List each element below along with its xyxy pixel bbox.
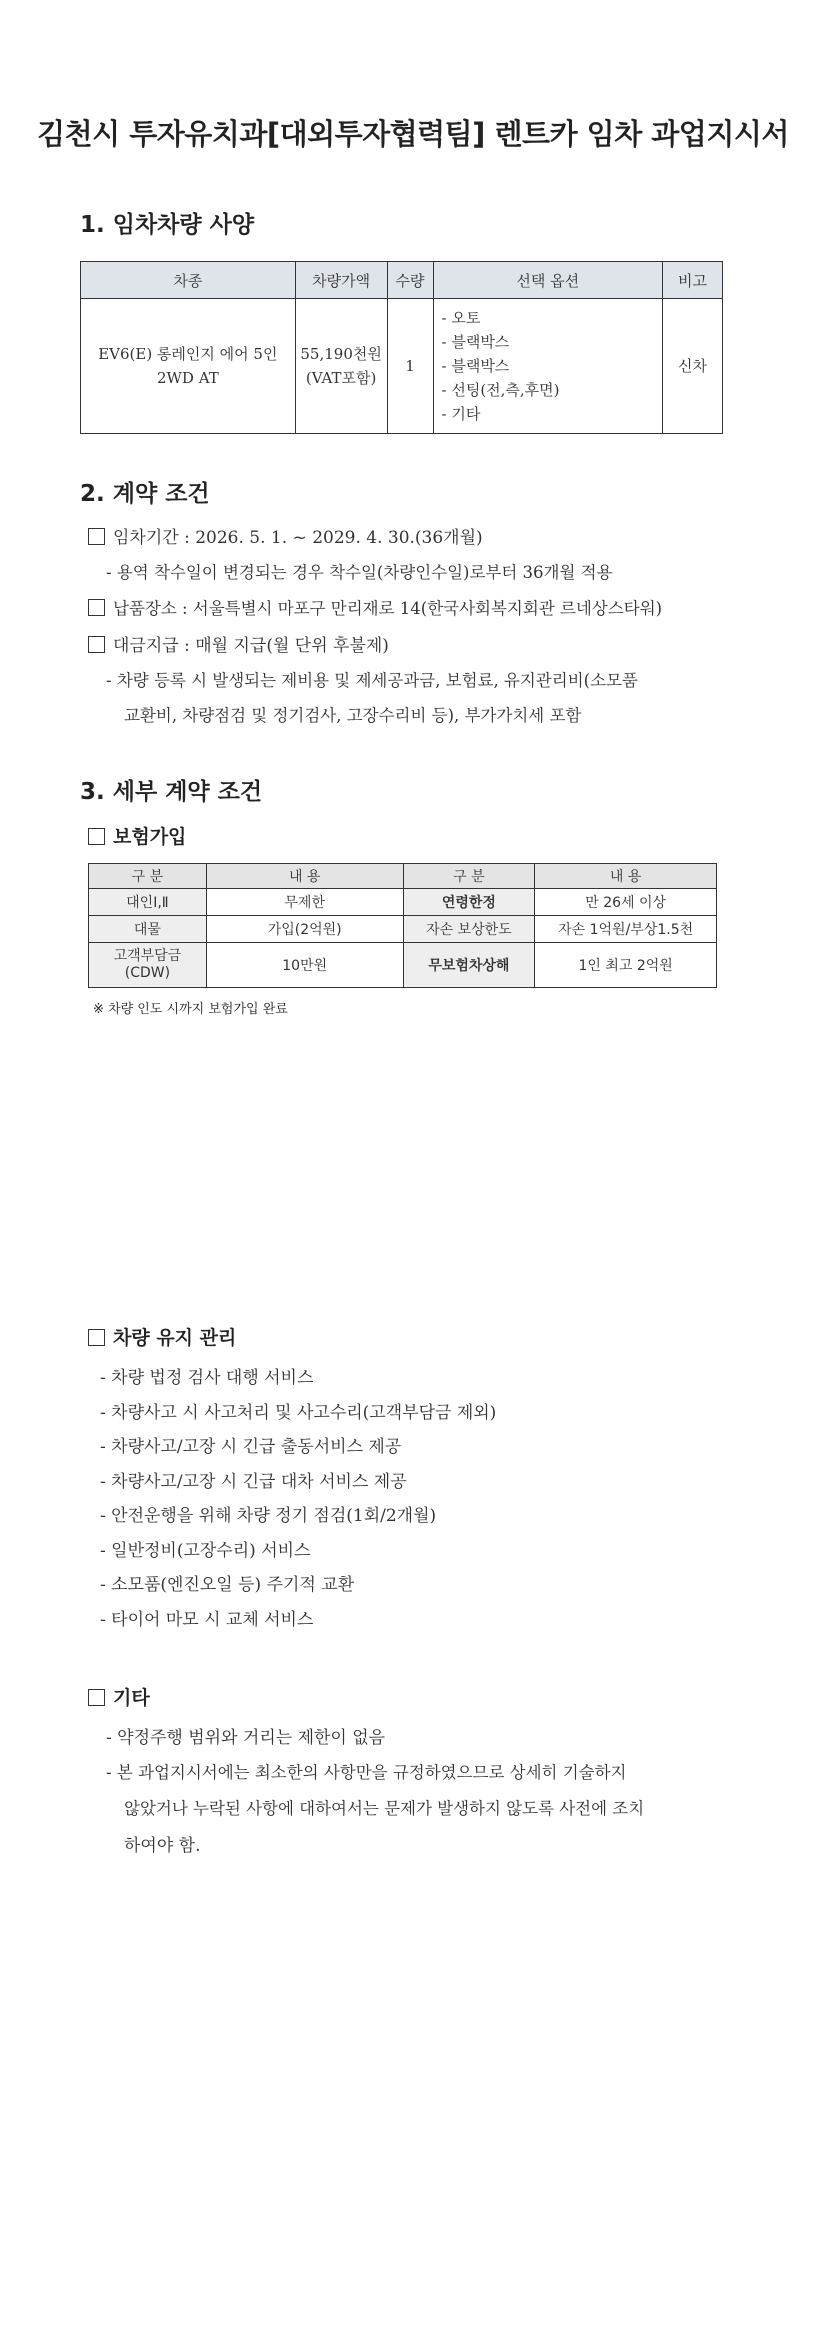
payment-note-line2: 교환비, 차량점검 및 정기검사, 고장수리비 등), 부가가치세 포함 bbox=[124, 706, 582, 725]
insurance-header-content: 내 용 bbox=[206, 864, 403, 889]
etc-heading: 기타 bbox=[88, 1683, 150, 1710]
spec-remark: 신차 bbox=[663, 299, 723, 434]
spec-header-price: 차량가액 bbox=[295, 262, 387, 299]
vehicle-spec-table bbox=[80, 261, 723, 434]
table-row bbox=[89, 916, 717, 943]
spec-price: 55,190천원 (VAT포함) bbox=[295, 299, 387, 434]
insurance-cell: 가입(2억원) bbox=[206, 916, 403, 943]
list-item: - 차량사고/고장 시 긴급 출동서비스 제공 bbox=[100, 1437, 402, 1457]
insurance-header-row bbox=[89, 864, 717, 889]
list-item: - 차량 법정 검사 대행 서비스 bbox=[100, 1368, 314, 1388]
list-item: - 안전운행을 위해 차량 정기 점검(1회/2개월) bbox=[100, 1506, 437, 1526]
lease-period: 임차기간 : 2026. 5. 1. ~ 2029. 4. 30.(36개월) bbox=[88, 523, 483, 548]
insurance-cell: 무보험차상해 bbox=[403, 943, 535, 988]
document-title: 김천시 투자유치과[대외투자협력팀] 렌트카 임차 과업지시서 bbox=[37, 117, 789, 151]
table-row bbox=[89, 943, 717, 988]
insurance-header-category: 구 분 bbox=[89, 864, 207, 889]
insurance-cell: 대인Ⅰ,Ⅱ bbox=[89, 889, 207, 916]
table-row bbox=[89, 889, 717, 916]
lease-period-note: - 용역 착수일이 변경되는 경우 착수일(차량인수일)로부터 36개월 적용 bbox=[106, 563, 613, 582]
checkbox-icon bbox=[88, 636, 105, 653]
list-item: - 타이어 마모 시 교체 서비스 bbox=[100, 1610, 314, 1630]
insurance-cell: 대물 bbox=[89, 916, 207, 943]
insurance-cell: 무제한 bbox=[206, 889, 403, 916]
list-item: - 본 과업지시서에는 최소한의 사항만을 규정하였으므로 상세히 기술하지 bbox=[106, 1763, 627, 1782]
checkbox-icon bbox=[88, 1689, 105, 1706]
checkbox-icon bbox=[88, 528, 105, 545]
spec-model: EV6(E) 롱레인지 에어 5인 2WD AT bbox=[81, 299, 296, 434]
list-item: 않았거나 누락된 사항에 대하여서는 문제가 발생하지 않도록 사전에 조치 bbox=[124, 1799, 645, 1818]
checkbox-icon bbox=[88, 599, 105, 616]
spec-header-remark: 비고 bbox=[663, 262, 723, 299]
insurance-cell: 10만원 bbox=[206, 943, 403, 988]
spec-header-options: 선택 옵션 bbox=[433, 262, 663, 299]
insurance-cell: 연령한정 bbox=[403, 889, 535, 916]
list-item: - 차량사고 시 사고처리 및 사고수리(고객부담금 제외) bbox=[100, 1403, 497, 1423]
insurance-table bbox=[88, 863, 717, 988]
spec-row bbox=[81, 299, 723, 434]
section1-heading: 1. 임차차량 사양 bbox=[80, 212, 255, 238]
delivery-location: 납품장소 : 서울특별시 마포구 만리재로 14(한국사회복지회관 르네상스타워) bbox=[88, 595, 662, 619]
list-item: - 약정주행 범위와 거리는 제한이 없음 bbox=[106, 1728, 386, 1748]
spec-header-row bbox=[81, 262, 723, 299]
spec-header-model: 차종 bbox=[81, 262, 296, 299]
insurance-cell: 1인 최고 2억원 bbox=[535, 943, 717, 988]
insurance-note: ※ 차량 인도 시까지 보험가입 완료 bbox=[93, 1002, 288, 1017]
list-item: - 소모품(엔진오일 등) 주기적 교환 bbox=[100, 1575, 355, 1595]
section2-heading: 2. 계약 조건 bbox=[80, 481, 210, 507]
list-item: - 일반정비(고장수리) 서비스 bbox=[100, 1541, 311, 1561]
payment-terms: 대금지급 : 매월 지급(월 단위 후불제) bbox=[88, 631, 389, 656]
list-item: 하여야 함. bbox=[124, 1836, 201, 1856]
payment-note-line1: - 차량 등록 시 발생되는 제비용 및 제세공과금, 보험료, 유지관리비(소모품 bbox=[106, 671, 638, 690]
insurance-heading: 보험가입 bbox=[88, 822, 186, 849]
maintenance-heading: 차량 유지 관리 bbox=[88, 1323, 236, 1350]
spec-header-qty: 수량 bbox=[387, 262, 433, 299]
section3-heading: 3. 세부 계약 조건 bbox=[80, 779, 263, 805]
insurance-header-content: 내 용 bbox=[535, 864, 717, 889]
insurance-header-category: 구 분 bbox=[403, 864, 535, 889]
spec-qty: 1 bbox=[387, 299, 433, 434]
insurance-cell: 고객부담금 (CDW) bbox=[89, 943, 207, 988]
checkbox-icon bbox=[88, 1329, 105, 1346]
checkbox-icon bbox=[88, 828, 105, 845]
insurance-cell: 자손 보상한도 bbox=[403, 916, 535, 943]
list-item: - 차량사고/고장 시 긴급 대차 서비스 제공 bbox=[100, 1472, 407, 1492]
insurance-cell: 만 26세 이상 bbox=[535, 889, 717, 916]
insurance-cell: 자손 1억원/부상1.5천 bbox=[535, 916, 717, 943]
spec-options: - 오토 - 블랙박스 - 블랙박스 - 선팅(전,측,후면) - 기타 bbox=[433, 299, 663, 434]
